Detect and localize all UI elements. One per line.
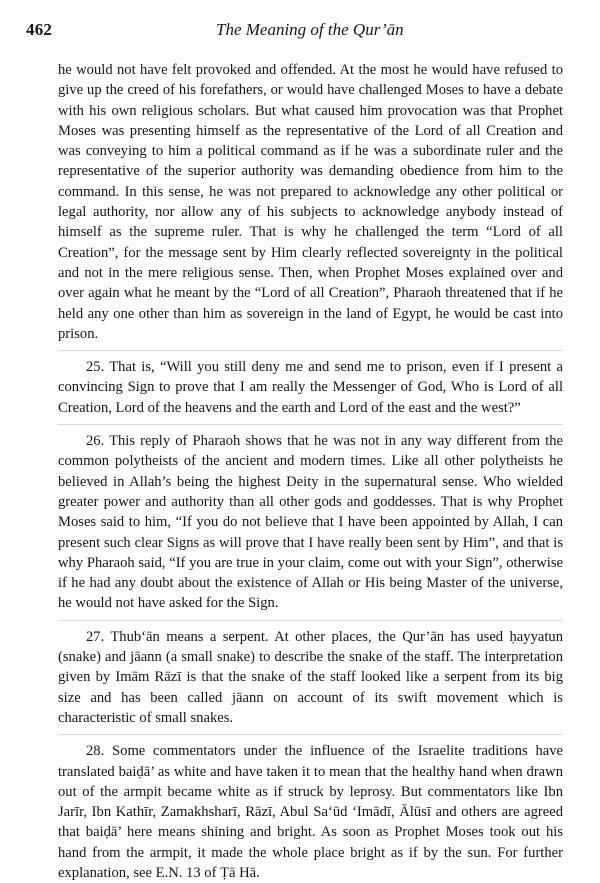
paragraph-divider <box>58 620 563 621</box>
note-25: 25. That is, “Will you still deny me and send me to prison, even if I present a convincing Sign to prove that I am really the Messenger of God, Who is Lord of all Creation, Lord of the heavens and the earth and Lord of the east and the west?” <box>58 359 563 416</box>
page-body <box>58 60 563 883</box>
paragraph-divider <box>58 734 563 735</box>
running-title: The Meaning of the Qur’ān <box>216 20 404 39</box>
paragraph-divider <box>58 350 563 351</box>
note-28: 28. Some commentators under the influence of the Israelite traditions have translated baiḍā’ as white and have taken it to mean that the healthy hand when drawn out of the armpit became white as if struck by leprosy. But commentators like Ibn Jarīr, Ibn Kathīr, Zamakhsharī, Rāzī, Abul Sa‘ūd ‘Imādī, Ālūsī and others are agreed that baiḍā’ here means shining and bright. As soon as Prophet Moses took out his hand from the armpit, it made the whole place bright as if by the sun. For further explanation, see E.N. 13 of Ṭā Hā. <box>58 743 563 881</box>
paragraph-continuation: he would not have felt provoked and offended. At the most he would have refused to give up the creed of his forefathers, or would have challenged Moses to have a debate with his own religious scholars. But what caused him provocation was that Prophet Moses was presenting himself as the representative of the Lord of all Creation and was conveying to him a political command as if he was a subordinate ruler and the representative of the superior authority was demanding obedience from him to the command. In this sense, he was not prepared to acknowledge any other political or legal authority, nor allow any of his subjects to acknowledge anybody instead of himself as the supreme ruler. That is why he challenged the term “Lord of all Creation”, for the message sent by Him clearly reflected sovereignty in the political and not in the mere religious sense. Then, when Prophet Moses explained over and over again what he meant by the “Lord of all Creation”, Pharaoh threatened that if he held any one other than him as sovereign in the land of Egypt, he would be cast into prison. <box>58 62 563 342</box>
page-number: 462 <box>26 20 53 39</box>
paragraph-divider <box>58 424 563 425</box>
note-27: 27. Thub‘ān means a serpent. At other places, the Qur’ān has used ḥayyatun (snake) and jāann (a small snake) to describe the snake of the staff. The interpretation given by Imām Rāzī is that the snake of the staff looked like a serpent from its big size and has been called jāann on account of its swift movement which is characteristic of small snakes. <box>58 628 563 726</box>
page-header <box>26 20 576 42</box>
note-26: 26. This reply of Pharaoh shows that he was not in any way different from the common polytheists of the ancient and modern times. Like all other polytheists he believed in Allah’s being the highest Deity in the supernatural sense. Who wielded greater power and authority than all other gods and goddesses. That is why Prophet Moses said to him, “If you do not believe that I have been appointed by Allah, I can present such clear Signs as will prove that I have really been sent by Him”, and that is why Pharaoh said, “If you are true in your claim, come out with your Sign”, otherwise if he had any doubt about the existence of Allah or His being Master of the universe, he would not have asked for the Sign. <box>58 433 563 612</box>
